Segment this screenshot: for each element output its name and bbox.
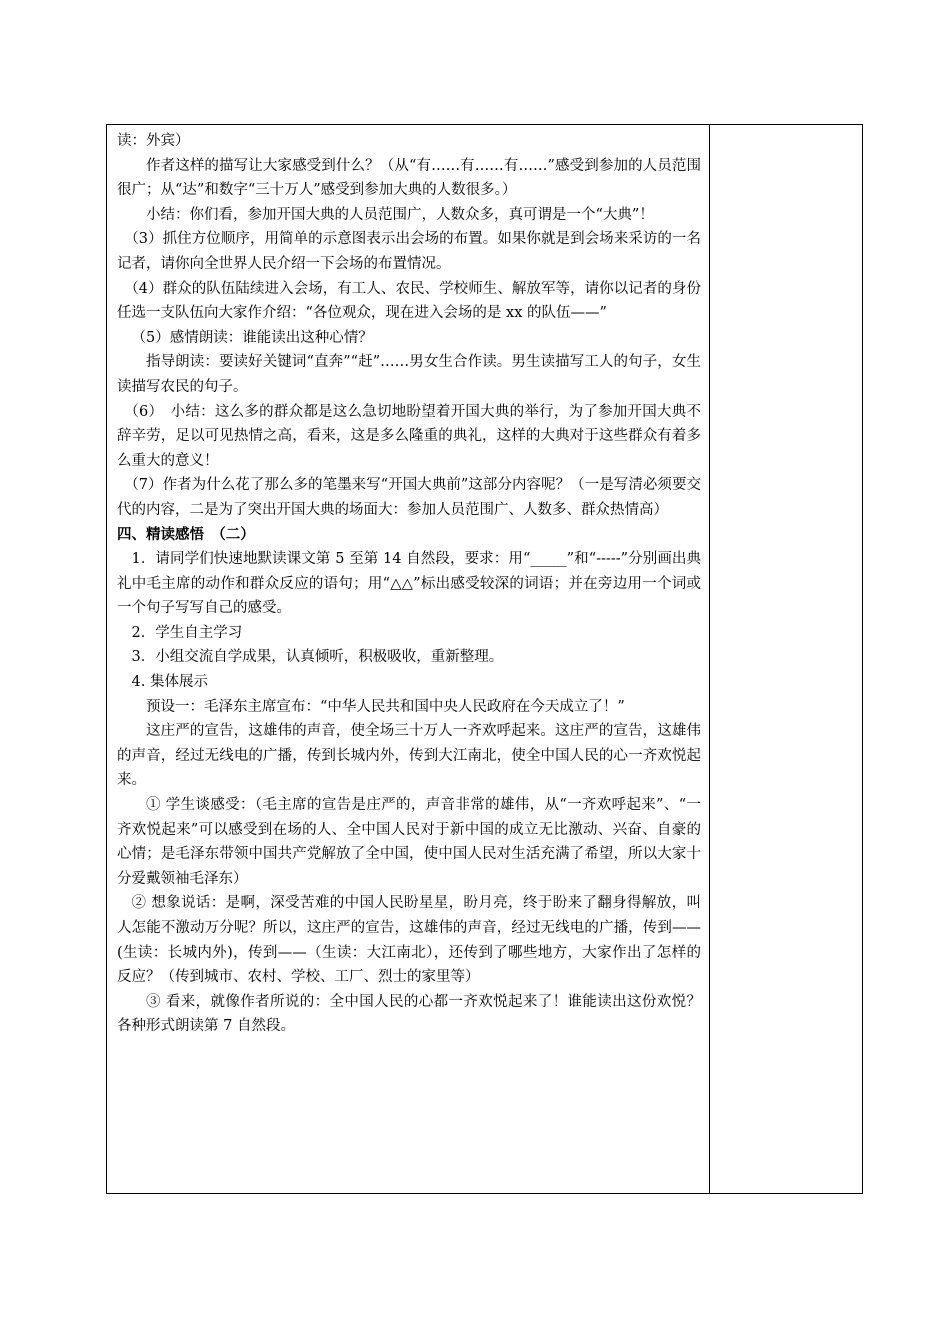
- paragraph: 这庄严的宣告，这雄伟的声音，使全场三十万人一齐欢呼起来。这庄严的宣告，这雄伟的声音，经过无线电的广播，传到长城内外，传到大江南北，使全中国人民的心一齐欢悦起来。: [117, 723, 701, 789]
- paragraph: 小结：你们看，参加开国大典的人员范围广，人数众多，真可谓是一个“大典”！: [146, 206, 654, 223]
- paragraph: ① 学生谈感受：（毛主席的宣告是庄严的，声音非常的雄伟，从“一齐欢呼起来”、“一齐欢悦起来”可以感受到在场的人、全中国人民对于新中国的成立无比激动、兴奋、自豪的心情；是毛泽东带领中国共产党解放了全中国，使中国人民对生活充满了希望，所以大家十分爱戴领袖毛泽东）: [117, 797, 701, 887]
- side-notes-cell: [710, 125, 863, 1194]
- lesson-content: [107, 125, 709, 1039]
- paragraph: 2．学生自主学习: [131, 624, 243, 641]
- paragraph: 1．请同学们快速地默读课文第 5 至第 14 自然段，要求：用“_____”和“-----”分别画出典礼中毛主席的动作和群众反应的语句；用“△△”标出感受较深的词语；并在旁边用一个词或一个句子写写自己的感受。: [117, 551, 701, 617]
- main-content-cell: [107, 125, 710, 1194]
- paragraph: 作者这样的描写让大家感受到什么？（从“有……有……有……”感受到参加的人员范围很广；从“达”和数字“三十万人”感受到参加大典的人数很多。）: [117, 157, 701, 199]
- paragraph: 指导朗读：要读好关键词“直奔”“赶”……男女生合作读。男生读描写工人的句子，女生读描写农民的句子。: [117, 354, 701, 395]
- paragraph: （5）感情朗读：谁能读出这种心情？: [131, 329, 373, 346]
- table-row: [107, 125, 863, 1194]
- paragraph: 4. 集体展示: [131, 674, 208, 691]
- paragraph: （3）抓住方位顺序，用简单的示意图表示出会场的布置。如果你就是到会场来采访的一名记者，请你向全世界人民介绍一下会场的布置情况。: [117, 231, 701, 272]
- paragraph: 3．小组交流自学成果，认真倾听，积极吸收，重新整理。: [131, 649, 504, 666]
- paragraph: 读：外宾）: [117, 133, 190, 149]
- paragraph: （6） 小结：这么多的群众都是这么急切地盼望着开国大典的举行，为了参加开国大典不辞辛劳，足以可见热情之高，看来，这是多么隆重的典礼，这样的大典对于这些群众有着多么重大的意义！: [117, 403, 701, 469]
- paragraph: ② 想象说话：是啊，深受苦难的中国人民盼星星，盼月亮，终于盼来了翻身得解放，叫人怎能不激动万分呢？所以，这庄严的宣告，这雄伟的声音，经过无线电的广播，传到——(生读：长城内外)，传到——（生读：大江南北），还传到了哪些地方，大家作出了怎样的反应？（传到城市、农村、学校、工厂、烈士的家里等）: [117, 895, 701, 986]
- paragraph: （7）作者为什么花了那么多的笔墨来写“开国大典前”这部分内容呢？（一是写清必须要交代的内容，二是为了突出开国大典的场面大：参加人员范围广、人数多、群众热情高）: [117, 477, 701, 518]
- paragraph: （4）群众的队伍陆续进入会场，有工人、农民、学校师生、解放军等，请你以记者的身份任选一支队伍向大家作介绍：“各位观众，现在进入会场的是 xx 的队伍——”: [117, 280, 701, 322]
- section-heading: 四、精读感悟 （二）: [117, 526, 255, 543]
- paragraph: ③ 看来，就像作者所说的：全中国人民的心都一齐欢悦起来了！谁能读出这份欢悦？各种形式朗读第 7 自然段。: [117, 993, 701, 1035]
- paragraph: 预设一：毛泽东主席宣布：“中华人民共和国中央人民政府在今天成立了！”: [146, 698, 625, 715]
- lesson-plan-table: [106, 124, 863, 1194]
